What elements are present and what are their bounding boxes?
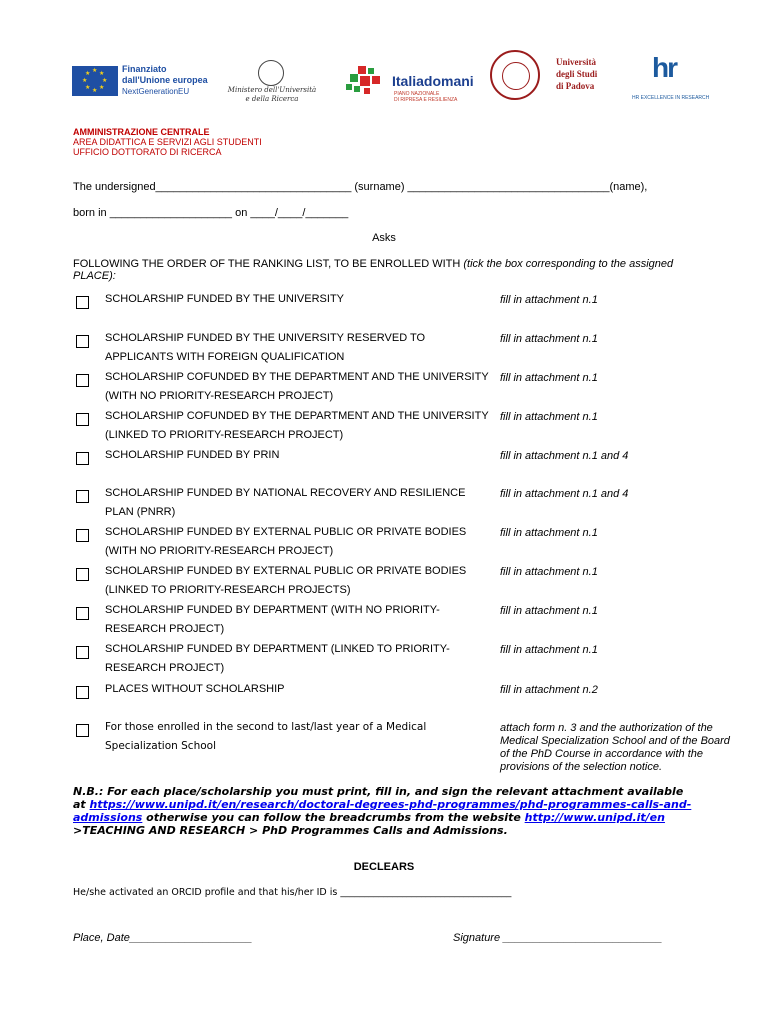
option-note: fill in attachment n.1 xyxy=(500,333,598,345)
ministero-line2: e della Ricerca xyxy=(245,95,299,103)
option-checkbox[interactable] xyxy=(76,646,89,659)
option-label: SCHOLARSHIP FUNDED BY EXTERNAL PUBLIC OR PRIVATE BODIES (WITH NO PRIORITY-RESEARCH PROJECT) xyxy=(105,526,467,557)
option-checkbox[interactable] xyxy=(76,724,89,737)
option-label: SCHOLARSHIP FUNDED BY PRIN xyxy=(105,449,280,461)
option-label: SCHOLARSHIP FUNDED BY EXTERNAL PUBLIC OR PRIVATE BODIES (LINKED TO PRIORITY-RESEARCH PROJECTS) xyxy=(105,565,467,596)
unipd-line1: Università xyxy=(556,57,596,67)
option-label: SCHOLARSHIP FUNDED BY NATIONAL RECOVERY AND RESILIENCE PLAN (PNRR) xyxy=(105,487,466,518)
option-label: SCHOLARSHIP FUNDED BY THE UNIVERSITY RESERVED TO APPLICANTS WITH FOREIGN QUALIFICATION xyxy=(105,332,426,363)
italia-domani-sub2: DI RIPRESA E RESILIENZA xyxy=(394,97,458,103)
option-note: fill in attachment n.1 and 4 xyxy=(500,488,629,500)
option-checkbox[interactable] xyxy=(76,374,89,387)
asks-heading: Asks xyxy=(372,232,396,244)
orcid-line[interactable]: He/she activated an ORCID profile and that his/her ID is ____________________________________ xyxy=(73,887,512,898)
option-label: SCHOLARSHIP FUNDED BY THE UNIVERSITY xyxy=(105,293,344,305)
option-checkbox[interactable] xyxy=(76,529,89,542)
option-checkbox[interactable] xyxy=(76,335,89,348)
eu-funding-text xyxy=(122,64,208,97)
ministero-line1: Ministero dell'Università xyxy=(227,86,317,94)
italia-domani-logo: Italiadomani xyxy=(392,73,474,89)
option-label: For those enrolled in the second to last/last year of a Medical Specialization School xyxy=(105,721,427,752)
nb-part1: N.B.: For each place/scholarship you must print, fill in, and sign the relevant attachment available at xyxy=(73,785,684,811)
option-checkbox[interactable] xyxy=(76,568,89,581)
option-checkbox[interactable] xyxy=(76,686,89,699)
eu-line2: dall'Unione europea xyxy=(122,75,208,85)
italia-domani-icon xyxy=(344,64,386,96)
option-checkbox[interactable] xyxy=(76,490,89,503)
unipd-website-link[interactable]: http://www.unipd.it/en xyxy=(524,811,665,824)
place-date-line[interactable]: Place, Date____________________ xyxy=(73,932,253,944)
option-note: fill in attachment n.2 xyxy=(500,684,598,696)
following-italic: (tick the box corresponding to the assigned PLACE): xyxy=(73,258,674,282)
option-note: attach form n. 3 and the authorization of the Medical Specialization School and of the Board of the PhD Course in accordance with the provisions of the selection notice. xyxy=(500,722,730,773)
nb-paragraph xyxy=(73,785,693,837)
eu-flag-logo: ★ ★ ★ ★ ★ ★ ★ ★ xyxy=(72,66,118,96)
following-main: FOLLOWING THE ORDER OF THE RANKING LIST, TO BE ENROLLED WITH xyxy=(73,258,464,270)
office-line1: AMMINISTRAZIONE CENTRALE xyxy=(73,127,210,137)
office-header xyxy=(73,127,262,157)
declears-heading: DECLEARS xyxy=(353,861,415,873)
option-label: SCHOLARSHIP COFUNDED BY THE DEPARTMENT AND THE UNIVERSITY (WITH NO PRIORITY-RESEARCH PROJECT) xyxy=(105,371,489,402)
option-note: fill in attachment n.1 xyxy=(500,605,598,617)
unipd-seal-icon xyxy=(490,50,540,100)
nb-part3: >TEACHING AND RESEARCH > PhD Programmes Calls and Admissions. xyxy=(73,824,508,837)
eu-line3: NextGenerationEU xyxy=(122,87,190,96)
option-checkbox[interactable] xyxy=(76,296,89,309)
option-note: fill in attachment n.1 xyxy=(500,372,598,384)
option-note: fill in attachment n.1 and 4 xyxy=(500,450,629,462)
hr-excellence-subtitle: HR EXCELLENCE IN RESEARCH xyxy=(632,95,710,101)
undersigned-line[interactable]: The undersigned________________________________ (surname) _________________________________(name), xyxy=(73,181,648,193)
italia-domani-sub1: PIANO NAZIONALE xyxy=(394,91,440,97)
italia-domani-subtitle xyxy=(394,91,457,103)
office-line2: AREA DIDATTICA E SERVIZI AGLI STUDENTI xyxy=(73,137,262,147)
office-line3: UFFICIO DOTTORATO DI RICERCA xyxy=(73,147,222,157)
option-note: fill in attachment n.1 xyxy=(500,644,598,656)
following-instruction xyxy=(73,258,683,282)
option-checkbox[interactable] xyxy=(76,607,89,620)
ministero-logo xyxy=(226,60,318,108)
option-note: fill in attachment n.1 xyxy=(500,527,598,539)
hr-excellence-logo: hr xyxy=(652,52,676,83)
option-label: PLACES WITHOUT SCHOLARSHIP xyxy=(105,683,285,695)
option-label: SCHOLARSHIP FUNDED BY DEPARTMENT (LINKED TO PRIORITY-RESEARCH PROJECT) xyxy=(105,643,450,674)
attachments-link[interactable]: https://www.unipd.it/en/research/doctoral-degrees-phd-programmes/phd-programmes-calls-and-admissions xyxy=(73,798,692,824)
option-note: fill in attachment n.1 xyxy=(500,411,598,423)
option-note: fill in attachment n.1 xyxy=(500,294,598,306)
nb-part2: otherwise you can follow the breadcrumbs from the website xyxy=(142,811,525,824)
option-note: fill in attachment n.1 xyxy=(500,566,598,578)
unipd-line2: degli Studi xyxy=(556,69,598,79)
signature-line[interactable]: Signature __________________________ xyxy=(453,932,663,944)
unipd-line3: di Padova xyxy=(556,81,595,91)
option-label: SCHOLARSHIP COFUNDED BY THE DEPARTMENT AND THE UNIVERSITY (LINKED TO PRIORITY-RESEARCH PROJECT) xyxy=(105,410,489,441)
option-label: SCHOLARSHIP FUNDED BY DEPARTMENT (WITH NO PRIORITY-RESEARCH PROJECT) xyxy=(105,604,440,635)
emblem-icon xyxy=(258,60,284,86)
born-line[interactable]: born in ____________________ on ____/____/_______ xyxy=(73,207,349,219)
option-checkbox[interactable] xyxy=(76,413,89,426)
option-checkbox[interactable] xyxy=(76,452,89,465)
unipd-logo-text xyxy=(556,56,597,92)
eu-line1: Finanziato xyxy=(122,64,167,74)
